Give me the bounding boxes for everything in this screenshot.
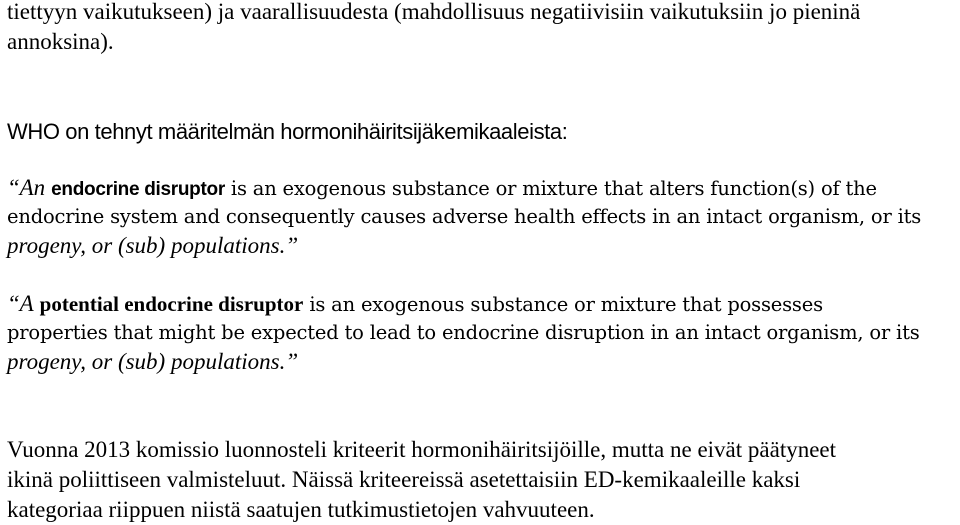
definition-1-text-1: is an exogenous substance or mixture that alters function(s) of the [224, 177, 877, 200]
intro-line-2: annoksina). [7, 29, 114, 54]
who-heading: WHO on tehnyt määritelmän hormonihäiritsijäkemikaaleista: [7, 119, 568, 144]
definition-1-lead: An [19, 175, 46, 200]
definition-1-line-2: endocrine system and consequently causes adverse health effects in an intact organism, or its [7, 205, 922, 228]
commission-line-2: ikinä poliittiseen valmisteluut. Näissä kriteereissä asetettaisiin ED-kemikaaleille kaksi [7, 467, 801, 492]
commission-line-3: kategoriaa riippuen niistä saatujen tutkimustietojen vahvuuteen. [7, 497, 595, 522]
definition-endocrine-disruptor [7, 173, 921, 260]
definition-2-lead: A [19, 291, 34, 316]
open-quote: “ [7, 175, 20, 200]
intro-line-1: tiettyyn vaikutukseen) ja vaarallisuudesta (mahdollisuus negatiivisiin vaikutuksiin jo pieninä [7, 0, 861, 24]
definition-1-line-3 [7, 231, 921, 260]
definition-2-tail: progeny, or (sub) populations. [7, 349, 286, 374]
open-quote: “ [7, 291, 20, 316]
definition-2-term: potential endocrine disruptor [39, 292, 304, 316]
definition-2-line-2: properties that might be expected to lead to endocrine disruption in an intact organism, or its [7, 321, 920, 344]
definition-1-line-1 [7, 173, 921, 202]
definition-2-text-1: is an exogenous substance or mixture that possesses [303, 293, 823, 316]
close-quote: ” [285, 233, 298, 258]
definition-1-term: endocrine disruptor [51, 179, 225, 200]
definition-2-line-1 [7, 289, 920, 318]
commission-line-1: Vuonna 2013 komissio luonnosteli kriteerit hormonihäiritsijöille, mutta ne eivät päätyneet [7, 437, 837, 462]
definition-potential-endocrine-disruptor [7, 289, 920, 376]
definition-2-line-3 [7, 347, 920, 376]
close-quote: ” [285, 349, 298, 374]
definition-1-tail: progeny, or (sub) populations. [7, 233, 286, 258]
